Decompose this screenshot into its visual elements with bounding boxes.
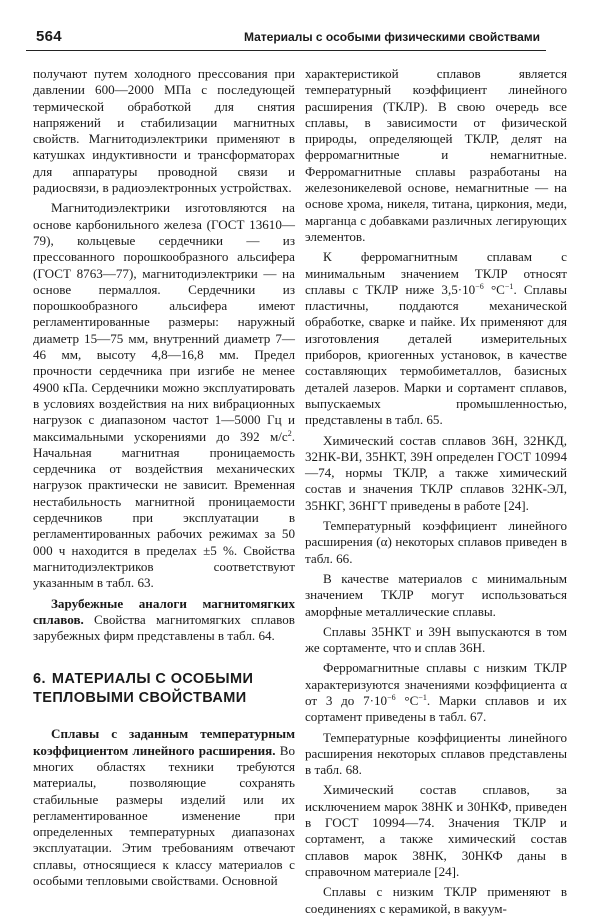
paragraph: Зарубежные аналоги магнитомягких сплавов. Свойства магнитомягких сплавов зарубежных фирм представлены в табл. 64. bbox=[33, 595, 295, 644]
paragraph: Сплавы с заданным температурным коэффициентом линейного расширения. Во многих областях техники требуются материалы, позволяющие сохранять стабильные размеры изделий или их регламентированное изменение при определенных температурных диапазонах эксплуатации. Этим требованиям отвечают сплавы, относящиеся к классу материалов с особыми тепловыми свойствами. Основной bbox=[33, 726, 295, 889]
section-heading: 6. МАТЕРИАЛЫ С ОСОБЫМИ ТЕПЛОВЫМИ СВОЙСТВАМИ bbox=[33, 671, 254, 707]
paragraph-lead: Сплавы с заданным температурным коэффициентом линейного расширения. bbox=[33, 726, 295, 758]
paragraph: Температурный коэффициент линейного расширения (α) некоторых сплавов приведен в табл. 66. bbox=[305, 518, 567, 566]
paragraph: Температурные коэффициенты линейного расширения некоторых сплавов представлены в табл. 68. bbox=[305, 729, 567, 778]
paragraph: Ферромагнитные сплавы с низким ТКЛР характеризуются значениями коэффициента α от 3 до $7\cdot 10^{-6}$ $^\circ С^{-1}$. Марки сплавов и их сортамент приведены в табл. 67. bbox=[305, 660, 567, 725]
paragraph: Химический состав сплавов, за исключением марок 38НК и 30НКФ, приведен в ГОСТ 10994—74. Значения ТКЛР и сортамент, а также химический состав сплавов марок 38НК, 30НКФ даны в справочном материале [24]. bbox=[305, 782, 567, 879]
paragraph: Магнитодиэлектрики изготовляются на основе карбонильного железа (ГОСТ 13610—79), кольцевые сердечники — из прессованного порошкообразного альсифера (ГОСТ 8763—77), магнитодиэлектрики — на основе пермаллоя. Сердечники из порошкообразного альсифера имеют регламентированные размеры: наружный диаметр 15—75 мм, внутренний диаметр 7—46 мм, высоту 4,8—16,8 мм. Предел прочности сердечника при изгибе не менее 4900 кПа. Сердечники можно эксплуатировать в условиях воздействия на них вибрационных нагрузок с диапазоном частот 1—5000 Гц и максимальными ускорениями до 392 $м/с^2$. Начальная магнитная проницаемость сердечника от воздействия механических нагрузок практически не зависит. Временная нестабильность магнитной проницаемости сердечников при эксплуатации в регламентированных рабочих режимах за 50 000 ч находится в пределах ±5 %. Свойства магнитодиэлектриков соответствуют указанным в табл. 63. bbox=[33, 200, 295, 591]
page-header bbox=[26, 26, 546, 51]
paragraph-lead: Зарубежные аналоги магнитомягких сплавов. bbox=[33, 595, 295, 627]
running-title: Материалы с особыми физическими свойствами bbox=[243, 30, 540, 44]
page-number: 564 bbox=[36, 28, 62, 45]
paragraph: характеристикой сплавов является температурный коэффициент линейного расширения (ТКЛР). В свою очередь все сплавы, в зависимости от физической природы, определяющей ТКЛР, делят на ферромагнитные и немагнитные. Ферромагнитные сплавы разработаны на железоникелевой основе, немагнитные — на основе хрома, никеля, титана, циркония, меди, марганца с добавками различных легирующих элементов. bbox=[305, 66, 567, 244]
paragraph: Сплавы 35НКТ и 39Н выпускаются в том же сортаменте, что и сплав 36Н. bbox=[305, 623, 567, 656]
paragraph: Химический состав сплавов 36Н, 32НКД, 32НК-ВИ, 35НКТ, 39Н определен ГОСТ 10994—74, нормы ТКЛР, а также химический состав и значения ТКЛР сплавов 32НК-ЭЛ, 35НКГ, 36НГТ приведены в работе [24]. bbox=[305, 432, 567, 513]
right-column bbox=[305, 66, 567, 917]
paragraph: К ферромагнитным сплавам с минимальным значением ТКЛР относят сплавы с ТКЛР ниже $3,5\cdot 10^{-6}$ $^\circ С^{-1}$. Сплавы пластичны, поддаются механической обработке, сварке и пайке. Их применяют для изготовления деталей измерительных приборов, криогенных установок, в качестве составляющих термобиметаллов, базисных деталей лазеров. Марки и сортамент сплавов, выпускаемых промышленностью, представлены в табл. 65. bbox=[305, 249, 567, 428]
paragraph: В качестве материалов с минимальным значением ТКЛР могут использоваться аморфные металлические сплавы. bbox=[305, 570, 567, 619]
paragraph: получают путем холодного прессования при давлении 600—2000 МПа с последующей термической обработкой для снятия напряжений и стабилизации магнитных свойств. Магнитодиэлектрики применяют в катушках индуктивности и трансформаторах для аппаратуры проводной связи и радиосвязи, в радиоэлектронных устройствах. bbox=[33, 66, 295, 196]
left-column bbox=[33, 66, 295, 889]
paragraph: Сплавы с низким ТКЛР применяют в соединениях с керамикой, в вакуум- bbox=[305, 884, 567, 916]
